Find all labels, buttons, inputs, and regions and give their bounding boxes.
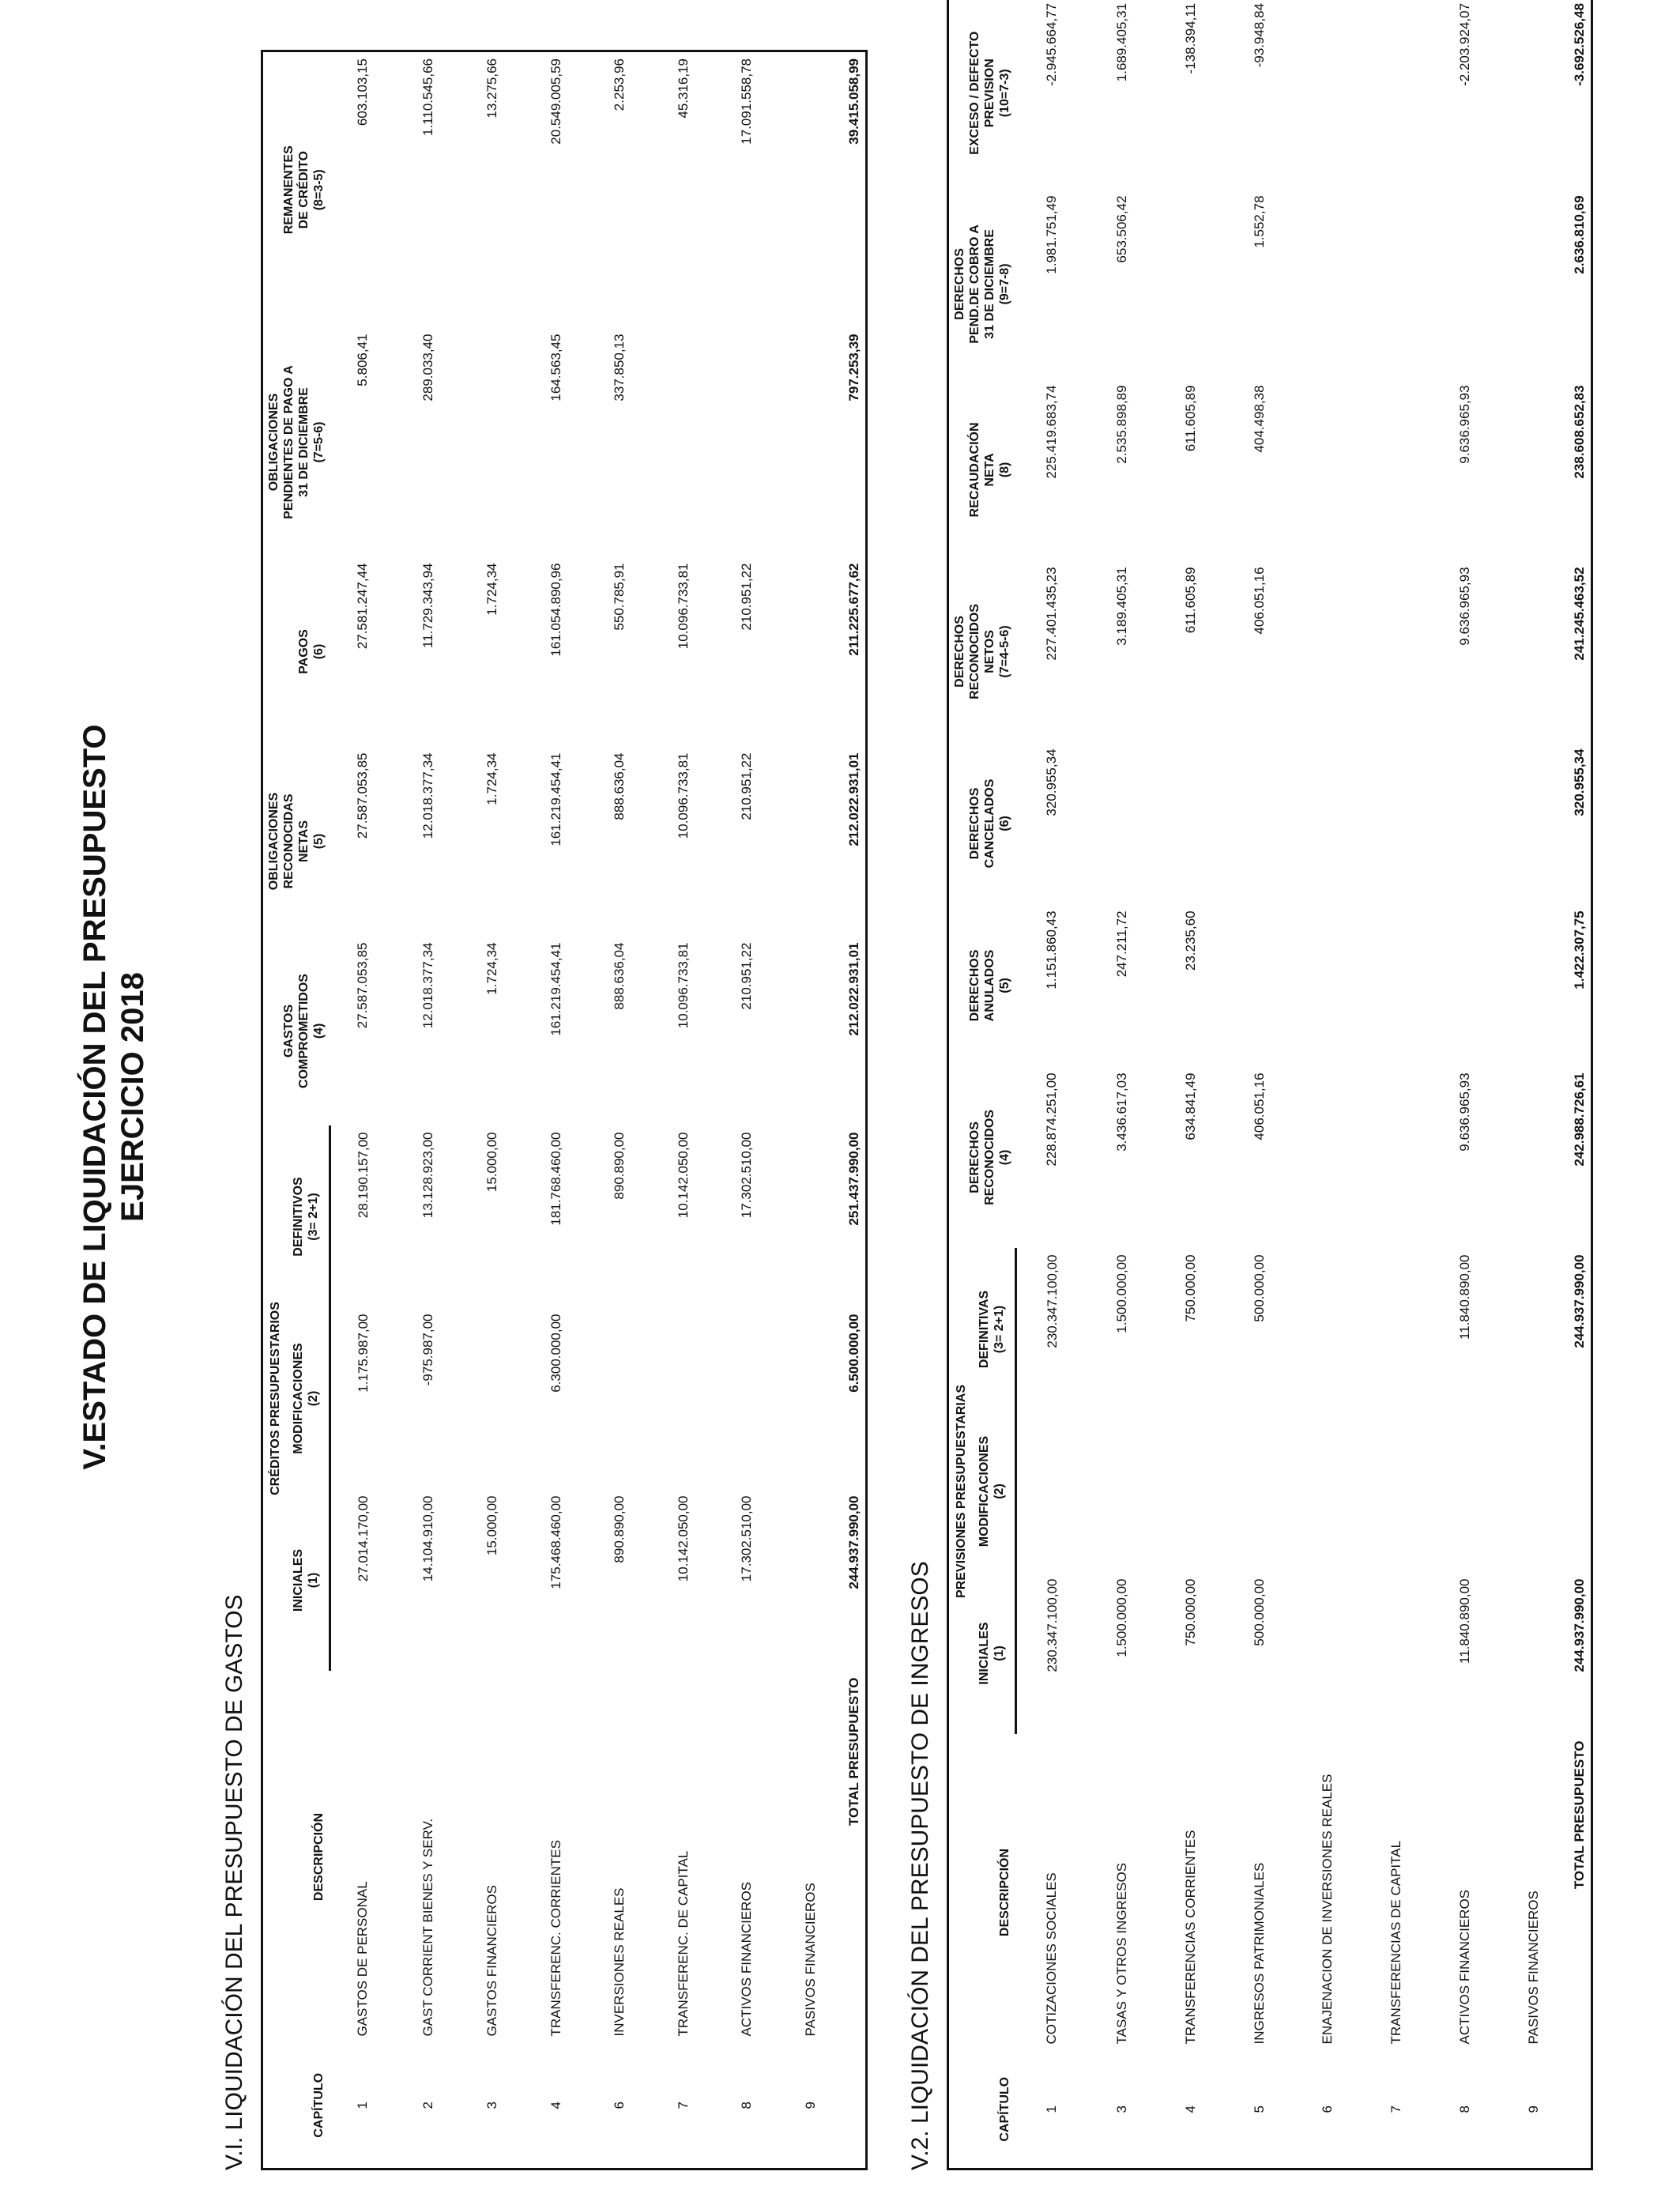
cell-iniciales: 750.000,00 [1182, 1578, 1198, 1646]
cell-recaudacion: 2.535.898,89 [1113, 385, 1129, 464]
cell-remanentes: 2.253,96 [612, 58, 627, 111]
cell-pagos: 11.729.343,94 [420, 563, 436, 648]
cell-definitivos: 28.190.157,00 [356, 1132, 371, 1219]
table-row [461, 51, 525, 2169]
cell-obligaciones: 10.096.733,81 [675, 752, 691, 839]
total-iniciales: 244.937.990,00 [846, 1495, 861, 1589]
cell-pagos: 161.054.890,96 [548, 563, 563, 657]
cell-anulados [1225, 904, 1294, 1066]
table-row [652, 51, 716, 2169]
cell-exceso [1362, 0, 1431, 189]
cell-modificaciones [1431, 1411, 1500, 1573]
cell-iniciales: 230.347.100,00 [1044, 1578, 1060, 1672]
cell-descripcion: GAST CORRIENT BIENES Y SERV. [420, 1818, 436, 2037]
cell-iniciales: 500.000,00 [1251, 1578, 1267, 1646]
cell-pendientes [715, 328, 779, 557]
cell-reconocidos [1362, 1066, 1431, 1248]
cell-comprometidos: 888.636,04 [612, 942, 627, 1010]
total-pagos: 211.225.677,62 [846, 563, 861, 656]
table-row [1088, 0, 1157, 2169]
cell-pendientes: 5.806,41 [355, 334, 371, 386]
cell-comprometidos: 27.587.053,85 [355, 942, 371, 1029]
cell-pagos: 1.724,34 [484, 563, 499, 616]
cell-netos [1362, 560, 1431, 742]
total-obligaciones: 212.022.931,01 [846, 752, 861, 846]
cell-capitulo: 4 [548, 2102, 563, 2109]
cell-iniciales: 14.104.910,00 [420, 1495, 436, 1582]
header-comprometidos: GASTOS COMPROMETIDOS (4) [282, 974, 326, 1088]
cell-pendientes: 164.563,45 [548, 334, 563, 401]
cell-modificaciones [461, 1308, 525, 1490]
header-previsiones-group: PREVISIONES PRESUPUESTARIAS [955, 1385, 969, 1598]
cell-remanentes: 1.110.545,66 [420, 58, 436, 136]
cell-capitulo: 3 [484, 2102, 499, 2109]
cell-obligaciones: 1.724,34 [484, 752, 499, 805]
table-row [397, 51, 461, 2169]
table-row [588, 51, 652, 2169]
cell-anulados: 1.151.860,43 [1043, 910, 1059, 990]
cell-iniciales: 11.840.890,00 [1457, 1578, 1473, 1664]
cell-pagos [779, 557, 843, 747]
cell-netos [1500, 560, 1569, 742]
cell-netos: 227.401.435,23 [1043, 567, 1059, 661]
cell-capitulo: 8 [739, 2102, 755, 2109]
cell-descripcion: TRANSFERENC. DE CAPITAL [675, 1850, 691, 2037]
cell-pendientes [461, 328, 525, 557]
header-pendientes: OBLIGACIONES PENDIENTES DE PAGO A 31 DE DICIEMBRE (7=5-6) [267, 365, 326, 519]
cell-capitulo: 6 [1320, 2105, 1335, 2113]
gastos-table [261, 50, 868, 2170]
cell-remanentes: 20.549.005,59 [548, 58, 563, 145]
cell-obligaciones: 27.587.053,85 [355, 752, 371, 839]
cell-remanentes: 13.275,66 [484, 58, 499, 119]
cell-netos [1294, 560, 1362, 742]
cell-descripcion: GASTOS DE PERSONAL [355, 1881, 371, 2037]
gastos-section-title: V.I. LIQUIDACIÓN DEL PRESUPUESTO DE GASTOS [221, 1594, 247, 2170]
cell-pendientes [652, 328, 716, 557]
cell-obligaciones: 210.951,22 [739, 752, 755, 820]
cell-modificaciones [715, 1308, 779, 1490]
cell-descripcion: PASIVOS FINANCIEROS [1526, 1891, 1542, 2045]
total-label: TOTAL PRESUPUESTO [1571, 1740, 1587, 1890]
cell-reconocidos: 9.636.965,93 [1457, 1072, 1473, 1152]
ingresos-body [1015, 0, 1569, 2169]
cell-pendientes [1500, 189, 1569, 379]
ingresos-header [948, 0, 1016, 2169]
cell-modificaciones: -975.987,00 [420, 1314, 436, 1386]
cell-definitivos: 890.890,00 [612, 1132, 627, 1200]
cell-recaudacion: 404.498,38 [1251, 385, 1267, 453]
cell-reconocidos: 3.436.617,03 [1113, 1072, 1129, 1152]
total-reconocidos: 242.988.726,61 [1571, 1072, 1587, 1167]
total-label: TOTAL PRESUPUESTO [846, 1677, 861, 1826]
cell-anulados: 247.211,72 [1113, 910, 1129, 978]
cell-descripcion: COTIZACIONES SOCIALES [1043, 1872, 1059, 2045]
total-comprometidos: 212.022.931,01 [846, 942, 861, 1036]
header-exceso-defecto: EXCESO / DEFECTO PREVISION (10=7-3) [968, 31, 1011, 155]
header-iniciales: INICIALES (1) [969, 1573, 1015, 1735]
cell-cancelados [1500, 742, 1569, 904]
cell-pendientes: 653.506,42 [1113, 195, 1129, 263]
cell-pendientes [1431, 189, 1500, 379]
ingresos-table [947, 0, 1593, 2170]
cell-exceso: -2.945.664,77 [1043, 2, 1059, 86]
cell-remanentes: 603.103,15 [355, 58, 371, 126]
cell-modificaciones [652, 1308, 716, 1490]
cell-modificaciones [588, 1308, 652, 1490]
cell-exceso: 1.689.405,31 [1113, 2, 1129, 82]
cell-definitivas [1294, 1248, 1362, 1410]
cell-descripcion: PASIVOS FINANCIEROS [803, 1883, 819, 2037]
cell-modificaciones [779, 1308, 843, 1490]
cell-modificaciones [1088, 1411, 1157, 1573]
cell-comprometidos: 210.951,22 [739, 942, 755, 1010]
header-remanentes: REMANENTES DE CRÉDITO (8=3-5) [282, 145, 326, 235]
cell-exceso [1500, 0, 1569, 189]
cell-anulados [1362, 904, 1431, 1066]
cell-cancelados [1294, 742, 1362, 904]
cell-capitulo: 3 [1113, 2105, 1129, 2113]
table-row [1294, 0, 1362, 2169]
cell-descripcion: ACTIVOS FINANCIEROS [1457, 1889, 1473, 2045]
total-capitulo [843, 2043, 867, 2169]
cell-netos: 406.051,16 [1251, 567, 1267, 635]
cell-definitivos: 181.768.460,00 [548, 1132, 563, 1226]
total-definitivas: 244.937.990,00 [1571, 1254, 1587, 1348]
header-reconocidos: DERECHOS RECONOCIDOS (4) [968, 1110, 1011, 1205]
cell-modificaciones: 1.175.987,00 [356, 1314, 371, 1393]
cell-obligaciones [779, 747, 843, 937]
cell-comprometidos: 10.096.733,81 [675, 942, 691, 1029]
header-descripcion: DESCRIPCIÓN [312, 1812, 326, 1902]
gastos-total-row [843, 51, 867, 2169]
cell-pendientes: 337.850,13 [612, 334, 627, 401]
total-cancelados: 320.955,34 [1571, 748, 1587, 816]
cell-exceso: -93.948,84 [1251, 2, 1267, 68]
cell-remanentes [779, 51, 843, 328]
cell-iniciales [1500, 1573, 1569, 1735]
cell-pagos: 10.096.733,81 [675, 563, 691, 650]
cell-definitivos: 13.128.923,00 [420, 1132, 436, 1219]
cell-recaudacion: 225.419.683,74 [1043, 385, 1059, 479]
total-modificaciones: 6.500.000,00 [846, 1314, 861, 1393]
cell-pendientes [779, 328, 843, 557]
header-anulados: DERECHOS ANULADOS (5) [968, 949, 1011, 1022]
cell-comprometidos: 1.724,34 [484, 942, 499, 995]
cell-capitulo: 8 [1457, 2105, 1473, 2113]
cell-iniciales [779, 1490, 843, 1672]
cell-capitulo: 1 [1043, 2105, 1059, 2113]
gastos-body [330, 51, 843, 2169]
cell-recaudacion: 9.636.965,93 [1457, 385, 1473, 464]
cell-definitivas [1362, 1248, 1431, 1410]
cell-exceso: -138.394,11 [1182, 2, 1198, 74]
cell-cancelados [1156, 742, 1225, 904]
cell-pagos: 27.581.247,44 [355, 563, 371, 650]
cell-cancelados: 320.955,34 [1043, 748, 1059, 816]
header-modificaciones: MODIFICACIONES (2) [969, 1411, 1015, 1573]
table-row [779, 51, 843, 2169]
header-definitivos: DEFINITIVOS (3= 2+1) [283, 1126, 330, 1308]
cell-recaudacion [1500, 379, 1569, 560]
cell-comprometidos: 12.018.377,34 [420, 942, 436, 1029]
cell-pendientes [1156, 189, 1225, 379]
cell-descripcion: TRANSFERENCIAS CORRIENTES [1182, 1830, 1198, 2045]
cell-modificaciones [1500, 1411, 1569, 1573]
cell-anulados [1294, 904, 1362, 1066]
cell-modificaciones [1362, 1411, 1431, 1573]
cell-comprometidos [779, 937, 843, 1126]
total-exceso: -3.692.526,48 [1571, 2, 1587, 86]
cell-modificaciones [1294, 1411, 1362, 1573]
cell-definitivas: 1.500.000,00 [1113, 1254, 1129, 1333]
cell-cancelados [1362, 742, 1431, 904]
cell-iniciales: 27.014.170,00 [356, 1495, 371, 1582]
cell-anulados [1431, 904, 1500, 1066]
table-row [524, 51, 588, 2169]
table-row [1500, 0, 1569, 2169]
table-row [1156, 0, 1225, 2169]
cell-definitivas: 11.840.890,00 [1457, 1254, 1473, 1340]
table-row [1225, 0, 1294, 2169]
cell-descripcion: ENAJENACION DE INVERSIONES REALES [1320, 1774, 1335, 2045]
cell-pendientes: 289.033,40 [420, 334, 436, 401]
header-creditos-group: CRÉDITOS PRESUPUESTARIOS [269, 1302, 283, 1495]
cell-capitulo: 1 [355, 2102, 371, 2109]
cell-pendientes [1294, 189, 1362, 379]
cell-recaudacion: 611.605,89 [1182, 385, 1198, 452]
cell-exceso [1294, 0, 1362, 189]
cell-obligaciones: 12.018.377,34 [420, 752, 436, 839]
ingresos-total-row [1569, 0, 1592, 2169]
cell-pagos: 210.951,22 [739, 563, 755, 631]
total-recaudacion: 238.608.652,83 [1571, 385, 1587, 479]
total-pendientes: 2.636.810,69 [1571, 195, 1587, 274]
header-iniciales: INICIALES (1) [283, 1490, 330, 1672]
cell-iniciales: 890.890,00 [612, 1495, 627, 1563]
cell-recaudacion [1362, 379, 1431, 560]
header-recaudacion: RECAUDACIÓN NETA (8) [968, 422, 1011, 518]
cell-reconocidos [1294, 1066, 1362, 1248]
total-pendientes: 797.253,39 [846, 334, 861, 401]
table-row [715, 51, 779, 2169]
header-pendientes-cobro: DERECHOS PEND.DE COBRO A 31 DE DICIEMBRE (9=7-8) [953, 224, 1011, 344]
cell-comprometidos: 161.219.454,41 [548, 942, 563, 1036]
cell-definitivos: 10.142.050,00 [675, 1132, 691, 1219]
cell-iniciales [1362, 1573, 1431, 1735]
header-obligaciones: OBLIGACIONES RECONOCIDAS NETAS (5) [267, 792, 326, 891]
cell-remanentes: 45.316,19 [675, 58, 691, 119]
cell-cancelados [1225, 742, 1294, 904]
cell-reconocidos: 634.841,49 [1182, 1072, 1198, 1140]
cell-pendientes [1362, 189, 1431, 379]
header-definitivas: DEFINITIVAS (3= 2+1) [969, 1248, 1015, 1410]
cell-descripcion: TRANSFERENCIAS DE CAPITAL [1388, 1840, 1404, 2045]
cell-pendientes: 1.552,78 [1251, 195, 1267, 248]
document-subtitle: EJERCICIO 2018 [115, 972, 150, 1222]
total-definitivos: 251.437.990,00 [846, 1132, 861, 1226]
cell-capitulo: 9 [1526, 2105, 1542, 2113]
cell-iniciales [1294, 1573, 1362, 1735]
cell-netos: 9.636.965,93 [1457, 567, 1473, 646]
cell-capitulo: 7 [675, 2102, 691, 2109]
cell-descripcion: INGRESOS PATRIMONIALES [1251, 1862, 1267, 2045]
cell-definitivos: 15.000,00 [484, 1132, 499, 1193]
cell-capitulo: 2 [420, 2102, 436, 2109]
cell-iniciales: 10.142.050,00 [675, 1495, 691, 1582]
cell-definitivos [779, 1126, 843, 1308]
table-row [1431, 0, 1500, 2169]
cell-iniciales: 17.302.510,00 [739, 1495, 755, 1582]
cell-capitulo: 6 [612, 2102, 627, 2109]
cell-modificaciones [1015, 1411, 1088, 1573]
cell-definitivas: 500.000,00 [1251, 1254, 1267, 1322]
cell-modificaciones [1156, 1411, 1225, 1573]
cell-exceso: -2.203.924,07 [1457, 2, 1473, 86]
cell-definitivos: 17.302.510,00 [739, 1132, 755, 1219]
cell-pendientes: 1.981.751,49 [1043, 195, 1059, 274]
total-iniciales: 244.937.990,00 [1571, 1578, 1587, 1672]
cell-descripcion: ACTIVOS FINANCIEROS [739, 1881, 755, 2037]
total-netos: 241.245.463,52 [1571, 567, 1587, 661]
cell-anulados: 23.235,60 [1182, 910, 1198, 971]
cell-remanentes: 17.091.558,78 [739, 58, 755, 145]
cell-iniciales: 15.000,00 [484, 1495, 499, 1556]
cell-descripcion: INVERSIONES REALES [612, 1887, 627, 2037]
cell-iniciales: 175.468.460,00 [548, 1495, 563, 1589]
cell-anulados [1500, 904, 1569, 1066]
header-capitulo: CAPÍTULO [312, 2072, 326, 2138]
cell-modificaciones: 6.300.000,00 [548, 1314, 563, 1393]
cell-reconocidos: 228.874.251,00 [1043, 1072, 1059, 1167]
cell-iniciales: 1.500.000,00 [1113, 1578, 1129, 1657]
cell-capitulo: 7 [1388, 2105, 1404, 2113]
cell-obligaciones: 161.219.454,41 [548, 752, 563, 846]
total-modificaciones [1569, 1411, 1592, 1573]
table-row [1015, 0, 1088, 2169]
cell-netos: 3.189.405,31 [1113, 567, 1129, 646]
cell-capitulo: 9 [803, 2102, 819, 2109]
cell-obligaciones: 888.636,04 [612, 752, 627, 820]
header-netos: DERECHOS RECONOCIDOS NETOS (7=4-5-6) [953, 604, 1011, 699]
table-row [330, 51, 397, 2169]
cell-descripcion: TASAS Y OTROS INGRESOS [1113, 1862, 1129, 2045]
header-pagos: PAGOS (6) [297, 629, 326, 674]
total-capitulo [1569, 2051, 1592, 2169]
cell-cancelados [1431, 742, 1500, 904]
total-anulados: 1.422.307,75 [1571, 910, 1587, 990]
gastos-header [262, 51, 330, 2169]
cell-reconocidos [1500, 1066, 1569, 1248]
cell-cancelados [1088, 742, 1157, 904]
total-remanentes: 39.415.058,99 [846, 58, 861, 145]
document-title: V.ESTADO DE LIQUIDACIÓN DEL PRESUPUESTO [77, 724, 112, 1470]
table-row [1362, 0, 1431, 2169]
cell-reconocidos: 406.051,16 [1251, 1072, 1267, 1140]
header-cancelados: DERECHOS CANCELADOS (6) [968, 778, 1011, 869]
cell-netos: 611.605,89 [1182, 567, 1198, 634]
cell-capitulo: 5 [1251, 2105, 1267, 2113]
cell-pagos: 550.785,91 [612, 563, 627, 631]
cell-capitulo: 4 [1182, 2105, 1198, 2113]
cell-definitivas: 750.000,00 [1182, 1254, 1198, 1322]
cell-descripcion: GASTOS FINANCIEROS [484, 1885, 499, 2037]
ingresos-section-title: V.2. LIQUIDACIÓN DEL PRESUPUESTO DE INGRESOS [907, 1561, 933, 2170]
header-descripcion: DESCRIPCIÓN [998, 1848, 1011, 1937]
header-capitulo: CAPÍTULO [998, 2076, 1011, 2142]
cell-definitivas: 230.347.100,00 [1044, 1254, 1060, 1348]
cell-recaudacion [1294, 379, 1362, 560]
header-modificaciones: MODIFICACIONES (2) [283, 1308, 330, 1490]
cell-modificaciones [1225, 1411, 1294, 1573]
cell-descripcion: TRANSFERENC. CORRIENTES [548, 1840, 563, 2037]
cell-definitivas [1500, 1248, 1569, 1410]
